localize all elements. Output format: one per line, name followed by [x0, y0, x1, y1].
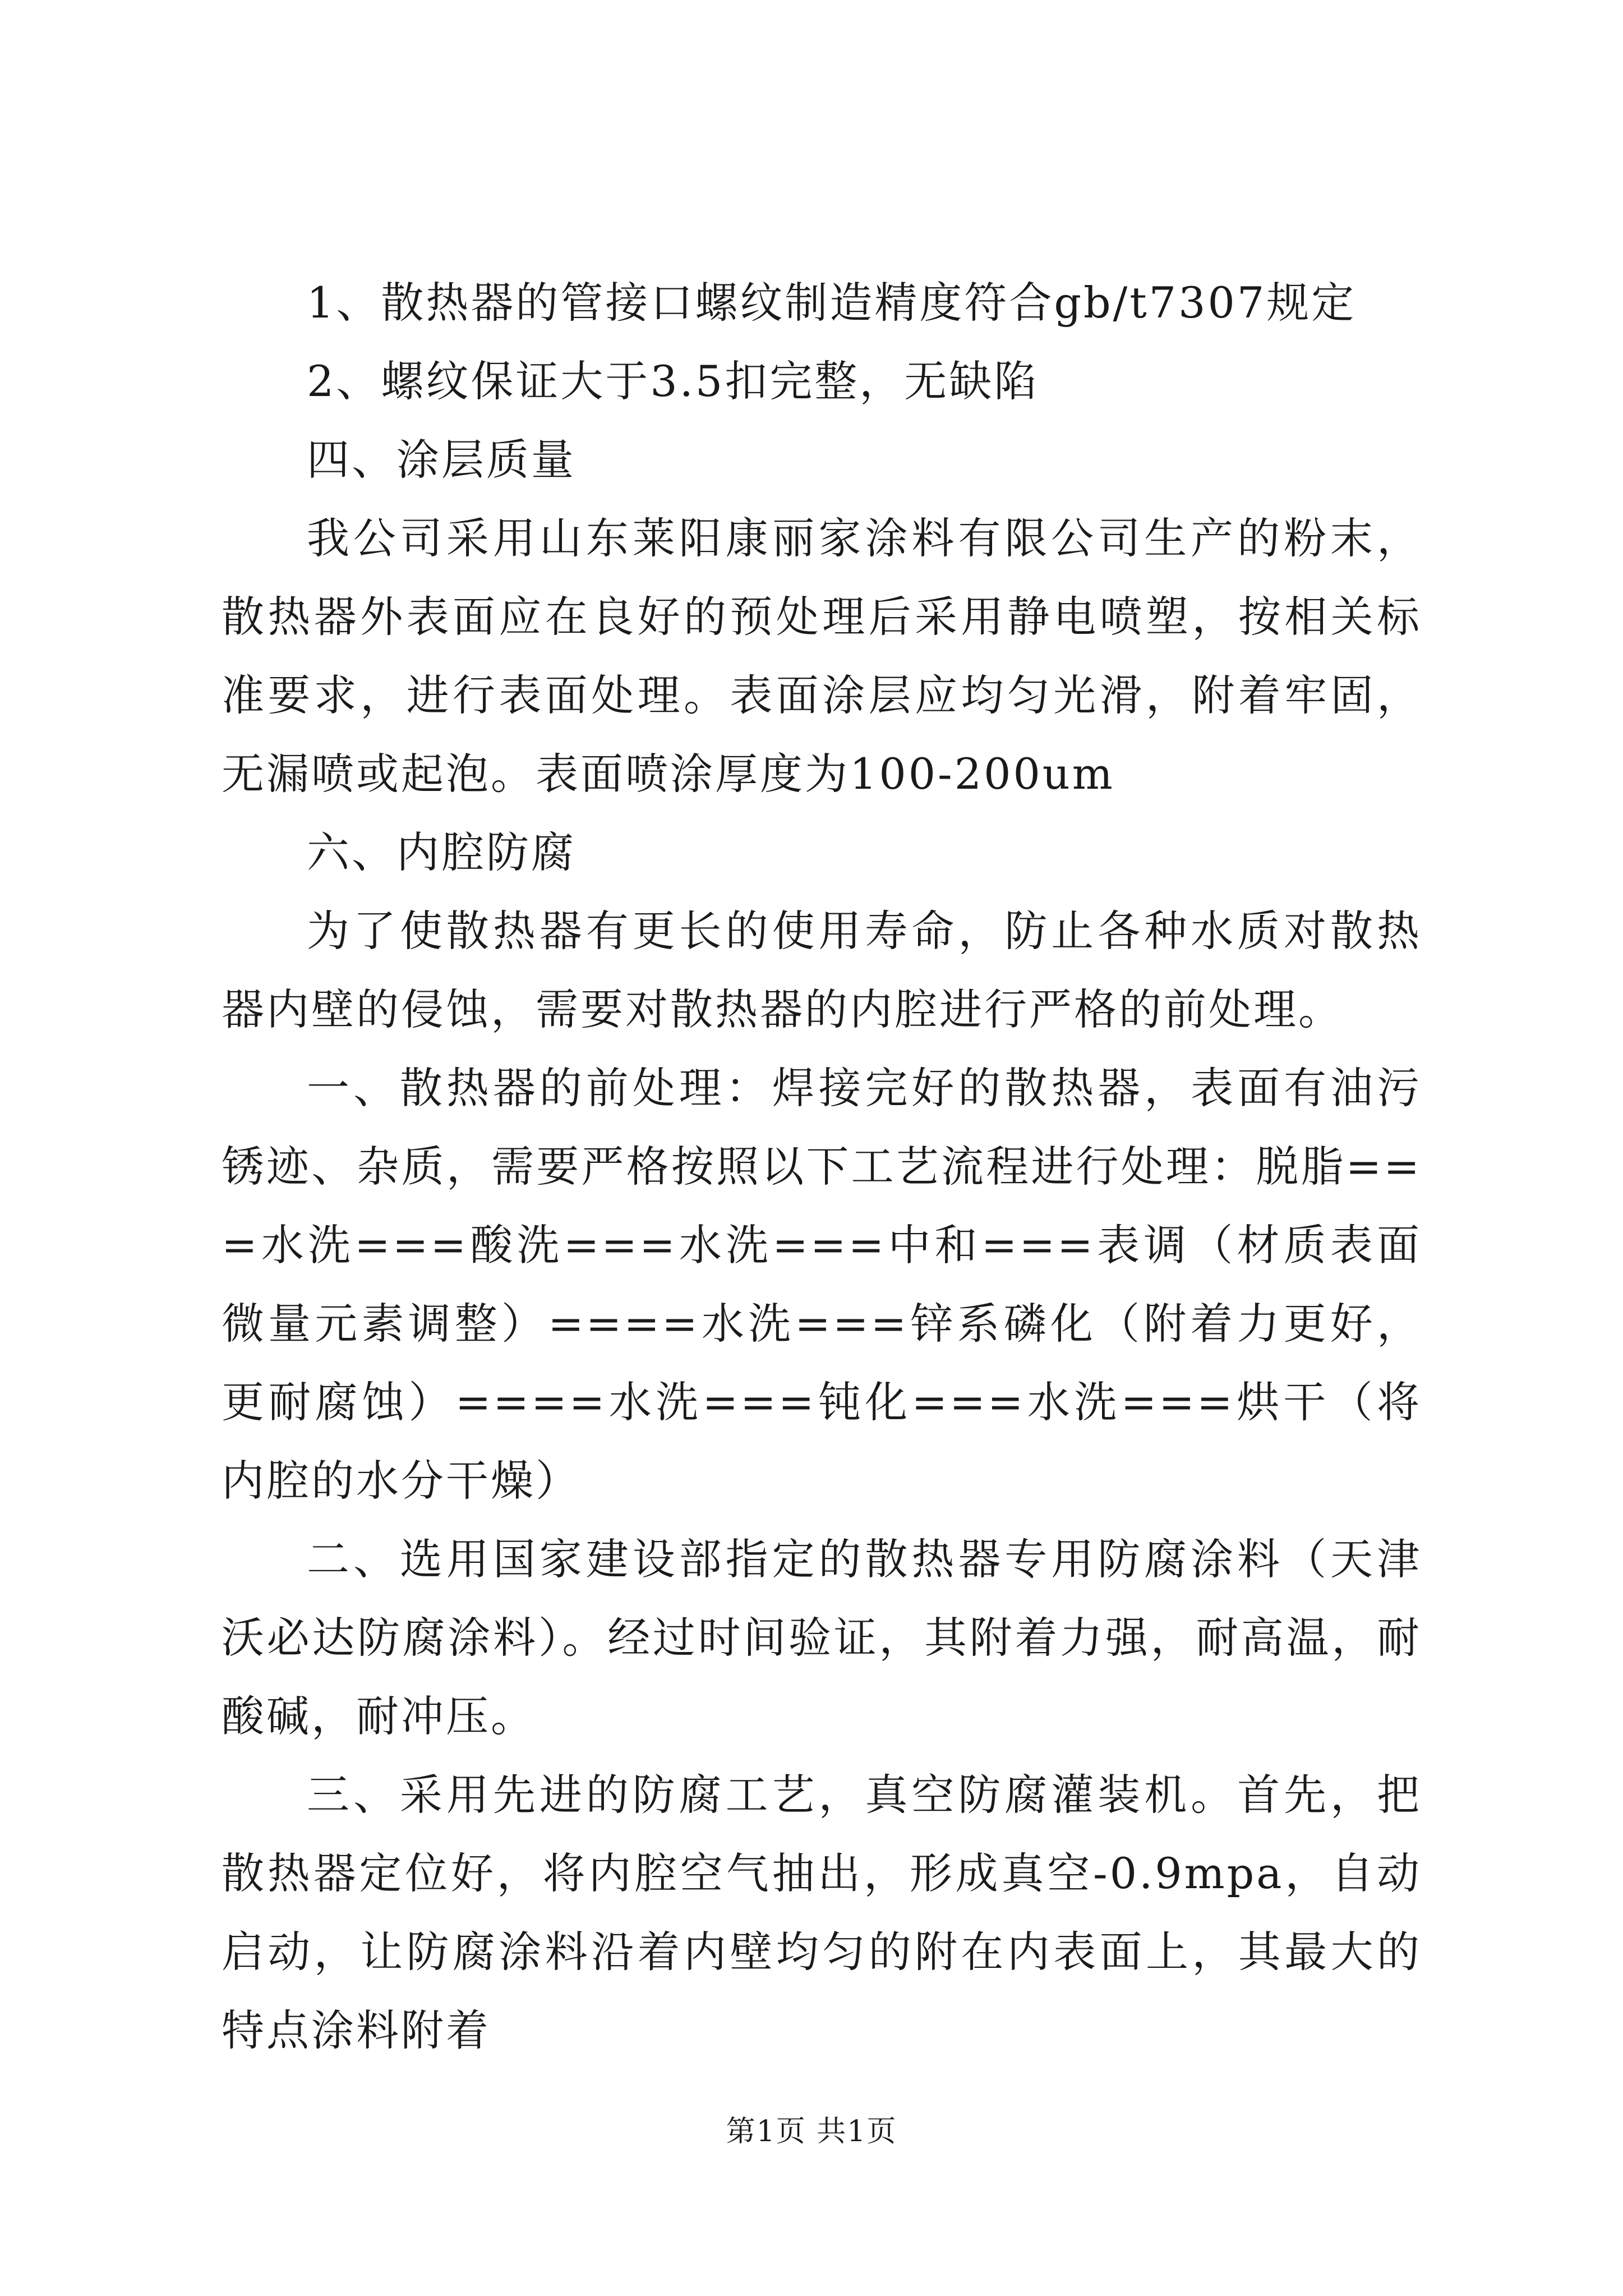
paragraph-coating-description: 我公司采用山东莱阳康丽家涂料有限公司生产的粉末，散热器外表面应在良好的预处理后采用静电喷塑，按相关标准要求，进行表面处理。表面涂层应均匀光滑，附着牢固，无漏喷或起泡。表面喷涂厚度为100-200um — [222, 513, 1422, 799]
page-footer: 第1页 共1页 — [726, 2115, 897, 2148]
document-body — [222, 264, 1422, 2070]
paragraph-inner-anticorrosion-intro: 为了使散热器有更长的使用寿命，防止各种水质对散热器内壁的侵蚀，需要对散热器的内腔进行严格的前处理。 — [222, 906, 1422, 1034]
paragraph-thread-integrity: 2、螺纹保证大于3.5扣完整，无缺陷 — [307, 356, 1039, 406]
heading-coating-quality: 四、涂层质量 — [307, 435, 576, 485]
heading-inner-anticorrosion: 六、内腔防腐 — [307, 827, 576, 877]
paragraph-thread-precision: 1、散热器的管接口螺纹制造精度符合gb/t7307规定 — [307, 278, 1357, 328]
paragraph-anticorrosion-coating: 二、选用国家建设部指定的散热器专用防腐涂料（天津沃必达防腐涂料）。经过时间验证，其附着力强，耐高温，耐酸碱，耐冲压。 — [222, 1534, 1422, 1741]
paragraph-pretreatment: 一、散热器的前处理：焊接完好的散热器，表面有油污锈迹、杂质，需要严格按照以下工艺流程进行处理：脱脂===水洗===酸洗===水洗===中和===表调（材质表面微量元素调整）====水洗===锌系磷化（附着力更好，更耐腐蚀）====水洗===钝化===水洗===烘干（将内腔的水分干燥） — [222, 1063, 1422, 1506]
paragraph-vacuum-process: 三、采用先进的防腐工艺，真空防腐灌装机。首先，把散热器定位好，将内腔空气抽出，形成真空-0.9mpa，自动启动，让防腐涂料沿着内壁均匀的附在内表面上，其最大的特点涂料附着 — [222, 1770, 1422, 2055]
